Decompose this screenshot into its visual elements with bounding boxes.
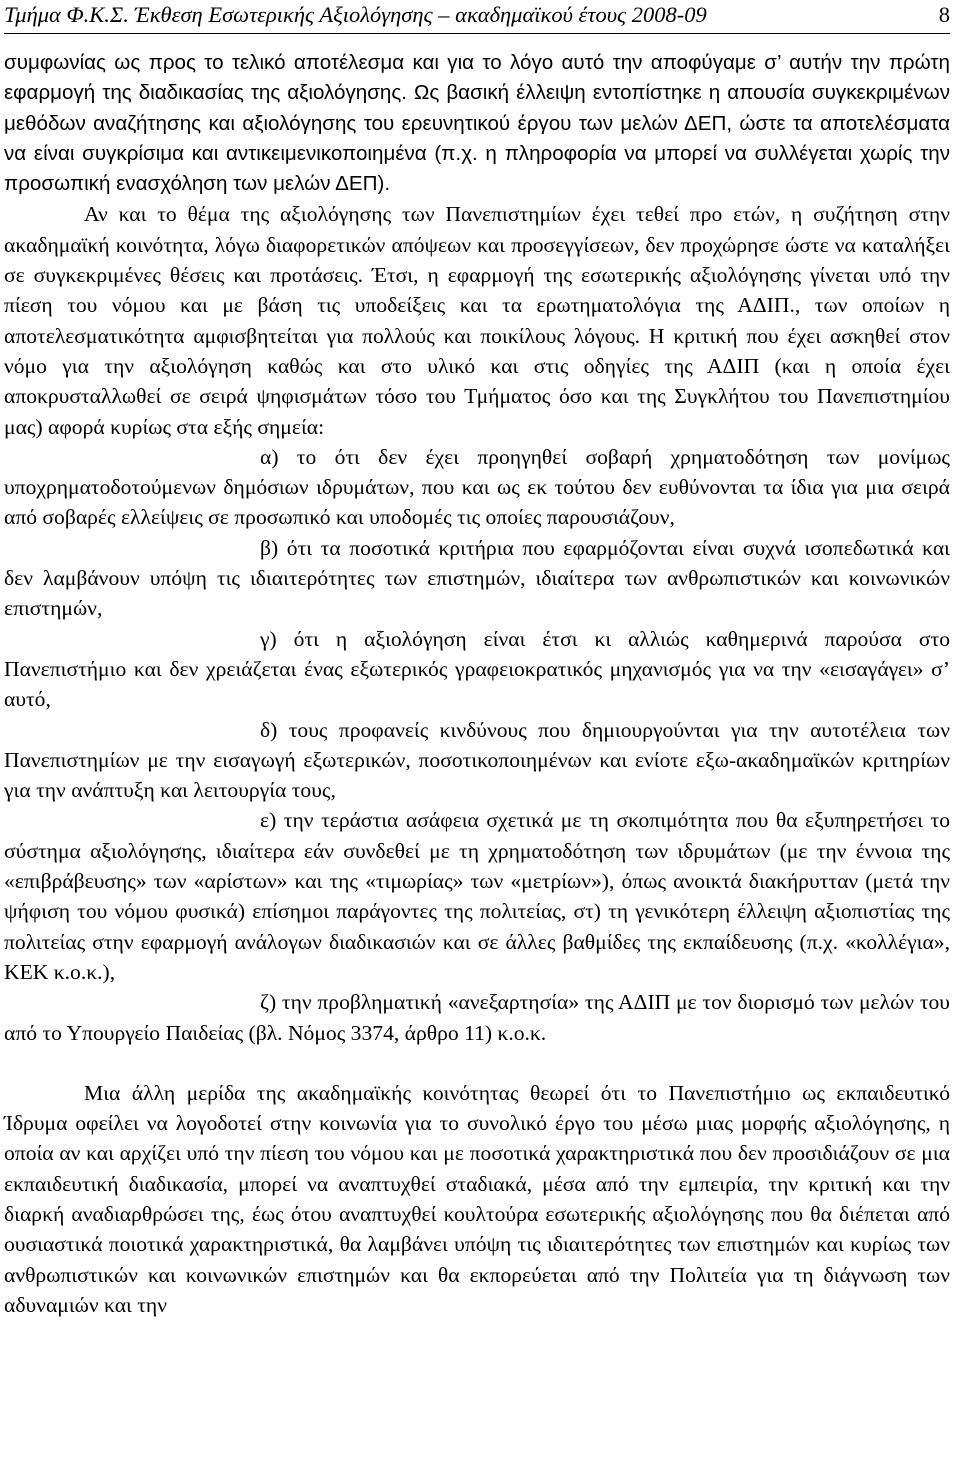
- list-item-z: ζ) την προβληματική «ανεξαρτησία» της ΑΔΙΠ με τον διορισμό των μελών του από το Υπουργείο Παιδείας (βλ. Νόμος 3374, άρθρο 11) κ.ο.κ.: [4, 990, 950, 1045]
- list-item-c: γ) ότι η αξιολόγηση είναι έτσι κι αλλιώς καθημερινά παρούσα στο Πανεπιστήμιο και δεν χρειάζεται ένας εξωτερικός γραφειοκρατικός μηχανισμός για να την «εισαγάγει» σ’ αυτό,: [4, 626, 950, 712]
- header-title: Τμήμα Φ.Κ.Σ. Έκθεση Εσωτερικής Αξιολόγησης – ακαδημαϊκού έτους 2008-09: [4, 2, 707, 27]
- paragraph-spacer: [4, 1048, 950, 1078]
- paragraph-other-view: Μια άλλη μερίδα της ακαδημαϊκής κοινότητας θεωρεί ότι το Πανεπιστήμιο ως εκπαιδευτικό Ίδρυμα οφείλει να λογοδοτεί στην κοινωνία για το συνολικό έργο του μέσω μιας μορφής αξιολόγησης, η οποία αν και αρχίζει υπό την πίεση του νόμου και με ποσοτικά χαρακτηριστικά που δεν προσιδιάζουν σε μια εκπαιδευτική διαδικασία, μπορεί να αναπτυχθεί σταδιακά, μέσα από την εμπειρία, την κριτική και την διαρκή αναδιαρθρώσει της, έως ότου αναπτυχθεί κουλτούρα εσωτερικής αξιολόγησης που θα διέπεται από ουσιαστικά ποιοτικά χαρακτηριστικά, θα λαμβάνει υπόψη τις ιδιαιτερότητες των επιστημών και κυρίως των ανθρωπιστικών και κοινωνικών επιστημών και θα εκπορεύεται από την Πολιτεία για τη διάγνωση των αδυναμιών και την: [4, 1080, 950, 1317]
- list-item-a: α) το ότι δεν έχει προηγηθεί σοβαρή χρηματοδότηση των μονίμως υποχρηματοδοτούμενων δημόσιων ιδρυμάτων, που και ως εκ τούτου δεν ευθύνονται τα ίδια για μια σειρά από σοβαρές ελλείψεις σε προσωπικό και υποδομές τις οποίες παρουσιάζουν,: [4, 444, 950, 530]
- running-header: [4, 2, 950, 38]
- list-item-b: β) ότι τα ποσοτικά κριτήρια που εφαρμόζονται είναι συχνά ισοπεδωτικά και δεν λαμβάνουν υπόψη τις ιδιαιτερότητες των επιστημών, ιδιαίτερα των ανθρωπιστικών και κοινωνικών επιστημών,: [4, 535, 950, 621]
- list-item-d: δ) τους προφανείς κινδύνους που δημιουργούνται για την αυτοτέλεια των Πανεπιστημίων με την εισαγωγή εξωτερικών, ποσοτικοποιημένων και ενίοτε εξω-ακαδημαϊκών κριτηρίων για την ανάπτυξη και λειτουργία τους,: [4, 717, 950, 803]
- body-text: [4, 48, 950, 1320]
- paragraph-continuation: συμφωνίας ως προς το τελικό αποτέλεσμα και για το λόγο αυτό την αποφύγαμε σ’ αυτήν την πρώτη εφαρμογή της διαδικασίας της αξιολόγησης. Ως βασική έλλειψη εντοπίστηκε η απουσία συγκεκριμένων μεθόδων αναζήτησης και αξιολόγησης του ερευνητικού έργου των μελών ΔΕΠ, ώστε τα αποτελέσματα να είναι συγκρίσιμα και αντικειμενικοποιημένα (π.χ. η πληροφορία να μπορεί να συλλέγεται χωρίς την προσωπική ενασχόληση των μελών ΔΕΠ).: [4, 51, 950, 196]
- list-item-e: ε) την τεράστια ασάφεια σχετικά με τη σκοπιμότητα που θα εξυπηρετήσει το σύστημα αξιολόγησης, ιδιαίτερα εάν συνδεθεί με τη χρηματοδότηση των ιδρυμάτων (με την έννοια της «επιβράβευσης» των «αρίστων» και της «τιμωρίας» των «μετρίων»), όπως ανοικτά διακήρυτταν (μετά την ψήφιση του νόμου φυσικά) επίσημοι παράγοντες της πολιτείας, στ) τη γενικότερη έλλειψη αξιοπιστίας της πολιτείας στην εφαρμογή ανάλογων διαδικασιών και σε άλλες βαθμίδες της εκπαίδευσης (π.χ. «κολλέγια», ΚΕΚ κ.ο.κ.),: [4, 808, 950, 984]
- header-divider: [4, 33, 950, 34]
- page-number: 8: [938, 2, 950, 27]
- paragraph-evaluation-context: Αν και το θέμα της αξιολόγησης των Πανεπιστημίων έχει τεθεί προ ετών, η συζήτηση στην ακαδημαϊκή κοινότητα, λόγω διαφορετικών απόψεων και προσεγγίσεων, δεν προχώρησε ώστε να καταλήξει σε συγκεκριμένες θέσεις και προτάσεις. Έτσι, η εφαρμογή της εσωτερικής αξιολόγησης γίνεται υπό την πίεση του νόμου και με βάση τις υποδείξεις και τα ερωτηματολόγια της ΑΔΙΠ., των οποίων η αποτελεσματικότητα αμφισβητείται για πολλούς και ποικίλους λόγους. Η κριτική που έχει ασκηθεί στον νόμο για την αξιολόγηση καθώς και στο υλικό και στις οδηγίες της ΑΔΙΠ (και η οποία έχει αποκρυσταλλωθεί σε σειρά ψηφισμάτων τόσο του Τμήματος όσο και της Συγκλήτου του Πανεπιστημίου μας) αφορά κυρίως στα εξής σημεία:: [4, 202, 950, 439]
